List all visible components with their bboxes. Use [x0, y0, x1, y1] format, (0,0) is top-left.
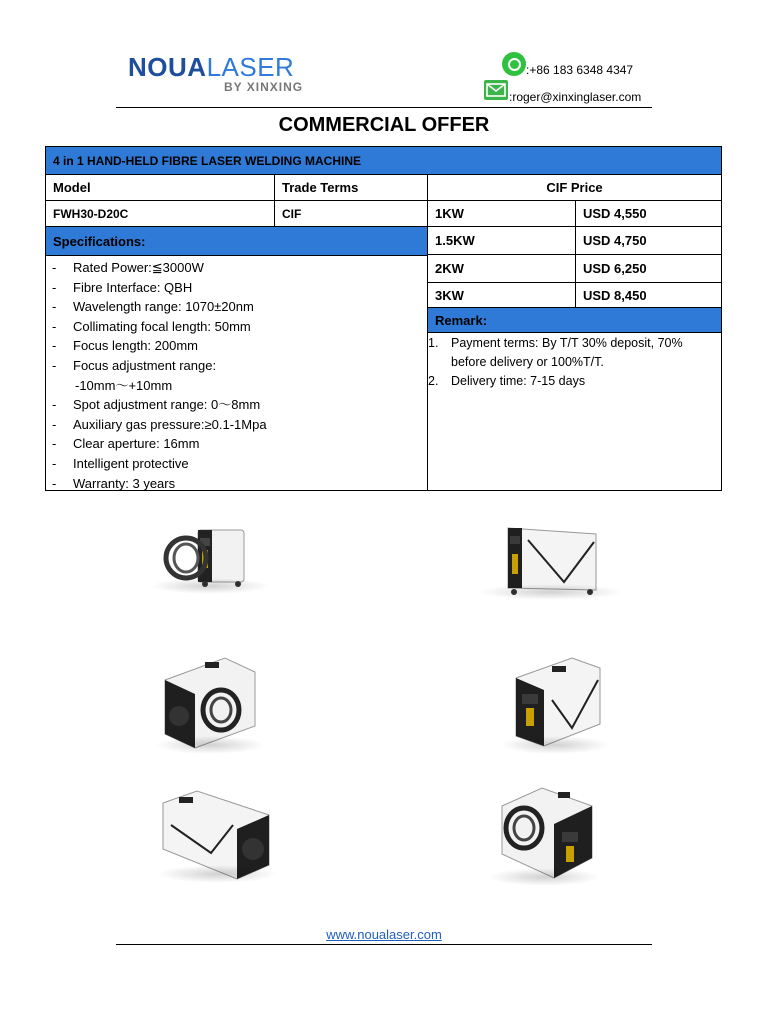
price-value: USD 6,250: [583, 261, 647, 276]
whatsapp-icon: [502, 52, 526, 76]
price-value: USD 4,750: [583, 233, 647, 248]
footer-divider: [116, 944, 652, 945]
product-image-front-hose: [150, 520, 270, 595]
spec-item: - Clear aperture: 16mm: [52, 436, 200, 452]
product-image-rear-hose: [155, 650, 265, 756]
col-header-model: Model: [53, 180, 91, 195]
spec-item: - Fibre Interface: QBH: [52, 279, 193, 295]
spec-item: - Focus length: 200mm: [52, 338, 199, 354]
col-header-trade-terms: Trade Terms: [282, 180, 359, 195]
specifications-header: Specifications:: [46, 227, 427, 255]
page-title: COMMERCIAL OFFER: [278, 114, 490, 136]
spec-item: - Intelligent protective: [52, 455, 189, 471]
spec-item: - Warranty: 3 years: [52, 475, 176, 491]
remark-item: 1. Payment terms: By T/T 30% deposit, 70% before delivery or 100%T/T.: [428, 336, 683, 369]
specifications-list: [52, 258, 267, 493]
header-divider: [116, 107, 652, 108]
product-image-front-angle: [500, 650, 610, 756]
spec-item: - Spot adjustment range: 0～8mm: [52, 397, 261, 413]
spec-item: - Collimating focal length: 50mm: [52, 318, 251, 334]
price-power: 1KW: [435, 206, 464, 221]
spec-item: - Wavelength range: 1070±20nm: [52, 299, 254, 315]
product-title: 4 in 1 HAND-HELD FIBRE LASER WELDING MACHINE: [46, 147, 721, 174]
spec-item: - Focus adjustment range:: [52, 357, 217, 373]
remark-item: 2. Delivery time: 7-15 days: [428, 374, 586, 388]
mail-icon: [484, 80, 508, 100]
product-image-hose-side: [488, 782, 600, 888]
email-address: :roger@xinxinglaser.com: [509, 90, 642, 104]
product-image-side-angle: [157, 785, 277, 885]
spec-item: - Rated Power:≦3000W: [52, 260, 204, 275]
price-power: 1.5KW: [435, 233, 475, 248]
spec-item: - Auxiliary gas pressure:≥0.1-1Mpa: [52, 416, 267, 432]
product-image-side-stripe: [478, 522, 624, 600]
phone-number: :+86 183 6348 4347: [526, 63, 634, 77]
price-power: 2KW: [435, 261, 464, 276]
website-link[interactable]: www.noualaser.com: [326, 927, 442, 942]
price-power: 3KW: [435, 287, 464, 303]
model-value: FWH30-D20C: [53, 206, 129, 221]
price-value: USD 8,450: [583, 287, 647, 303]
col-header-cif-price: CIF Price: [546, 180, 603, 195]
price-value: USD 4,550: [583, 206, 647, 221]
logo-laser: LASER: [206, 52, 295, 82]
spec-item-continuation: -10mm～+10mm: [75, 377, 173, 393]
remark-header: Remark:: [428, 308, 721, 332]
company-logo: [128, 52, 328, 98]
remarks-list: [428, 334, 715, 391]
logo-noua: NOUA: [128, 52, 207, 82]
logo-subtitle: BY XINXING: [224, 80, 304, 94]
trade-terms-value: CIF: [282, 206, 302, 221]
